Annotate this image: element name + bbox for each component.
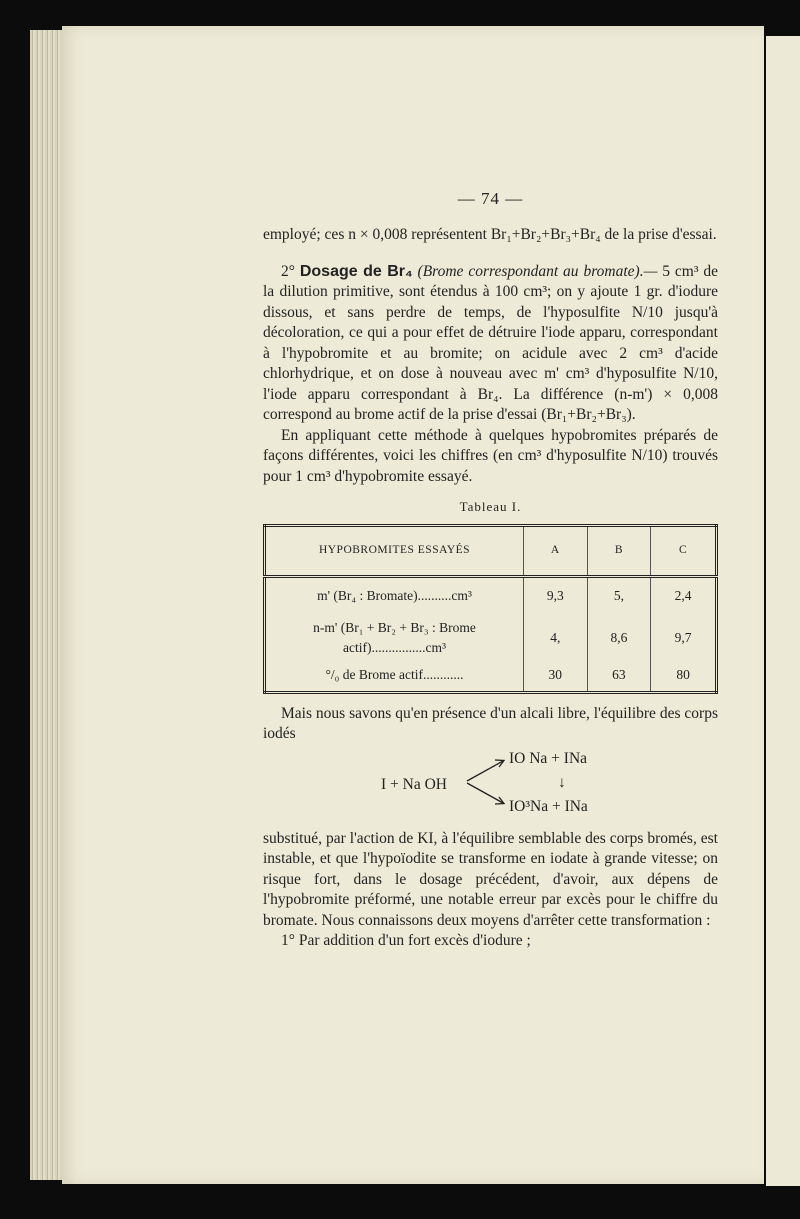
section-subtitle: (Brome correspondant au bromate).— xyxy=(417,262,658,280)
equation-left: I + Na OH xyxy=(381,775,447,793)
header-cell: HYPOBROMITES ESSAYÉS xyxy=(265,525,524,576)
list-item-1: 1° Par addition d'un fort excès d'iodure ; xyxy=(281,932,531,949)
table-cell: 8,6 xyxy=(587,616,651,661)
para-continued: employé; ces n × 0,008 représentent Br₁+Br₂+Br₃+Br₄ de la prise d'essai. xyxy=(263,226,717,243)
table-row xyxy=(265,661,717,693)
row-label: °/₀ de Brome actif............ xyxy=(325,667,464,683)
section-number: 2° xyxy=(281,262,295,280)
results-table xyxy=(263,524,718,694)
table-cell: 5, xyxy=(587,576,651,616)
section-text: 5 cm³ de la dilution primitive, sont étendus à 100 cm³; on y ajoute 1 gr. d'iodure dissous, et sans perdre de temps, de l'hyposulfite N/10 jusqu'à décoloration, ce qui a pour effet de détruire l'iode apparu, correspondant à l'hypobromite et au bromite; on acidule avec 2 cm³ d'acide chlorhydrique, et on dose à nouveau avec m' cm³ d'hyposulfite N/10, l'iode apparu correspondant à Br₄. La différence (n-m') × 0,008 correspond au brome actif de la prise d'essai (Br₁+Br₂+Br₃). xyxy=(263,262,718,423)
table-cell: 63 xyxy=(587,661,651,693)
page-stack-edge xyxy=(30,30,66,1180)
header-cell: A xyxy=(524,525,588,576)
para-mais: Mais nous savons qu'en présence d'un alcali libre, l'équilibre des corps iodés xyxy=(263,704,718,742)
equation-top: IO Na + INa xyxy=(509,749,588,767)
table-header-row xyxy=(265,525,717,576)
table-cell: 4, xyxy=(524,616,588,661)
table-cell: 2,4 xyxy=(651,576,717,616)
page-number: — 74 — xyxy=(457,189,524,208)
table-cell: 30 xyxy=(524,661,588,693)
table-row xyxy=(265,616,717,661)
equation-arrows-icon xyxy=(463,753,513,809)
book-page xyxy=(62,26,764,1184)
para-applying: En appliquant cette méthode à quelques hypobromites préparés de façons différentes, voici les chiffres (en cm³ d'hyposulfite N/10) trouvés pour 1 cm³ d'hypobromite essayé. xyxy=(263,426,718,485)
table-row xyxy=(265,576,717,616)
equation-bottom: IO³Na + INa xyxy=(509,797,588,815)
table-cell: 9,3 xyxy=(524,576,588,616)
table-caption: Tableau I. xyxy=(459,499,522,514)
header-cell: B xyxy=(587,525,651,576)
row-label: n-m' (Br₁ + Br₂ + Br₃ : Brome actif)................cm³ xyxy=(313,619,476,655)
section-title: Dosage de Br₄ xyxy=(299,262,413,280)
equation-down-arrow: ↓ xyxy=(558,773,566,791)
header-cell: C xyxy=(651,525,717,576)
equilibrium-equation xyxy=(263,745,718,829)
row-label: m' (Br₄ : Bromate)..........cm³ xyxy=(317,588,472,604)
next-page-edge xyxy=(766,36,800,1186)
table-cell: 80 xyxy=(651,661,717,693)
para-substitue: substitué, par l'action de KI, à l'équilibre semblable des corps bromés, est instable, et que l'hypoïodite se transforme en iodate à grande vitesse; on risque fort, dans le dosage précédent, d'avoir, aux dépens de l'hypobromite préformé, une notable erreur par excès pour le chiffre du bromate. Nous connaissons deux moyens d'arrêter cette transformation : xyxy=(263,829,718,929)
table-cell: 9,7 xyxy=(651,616,717,661)
section-dosage xyxy=(263,262,718,426)
